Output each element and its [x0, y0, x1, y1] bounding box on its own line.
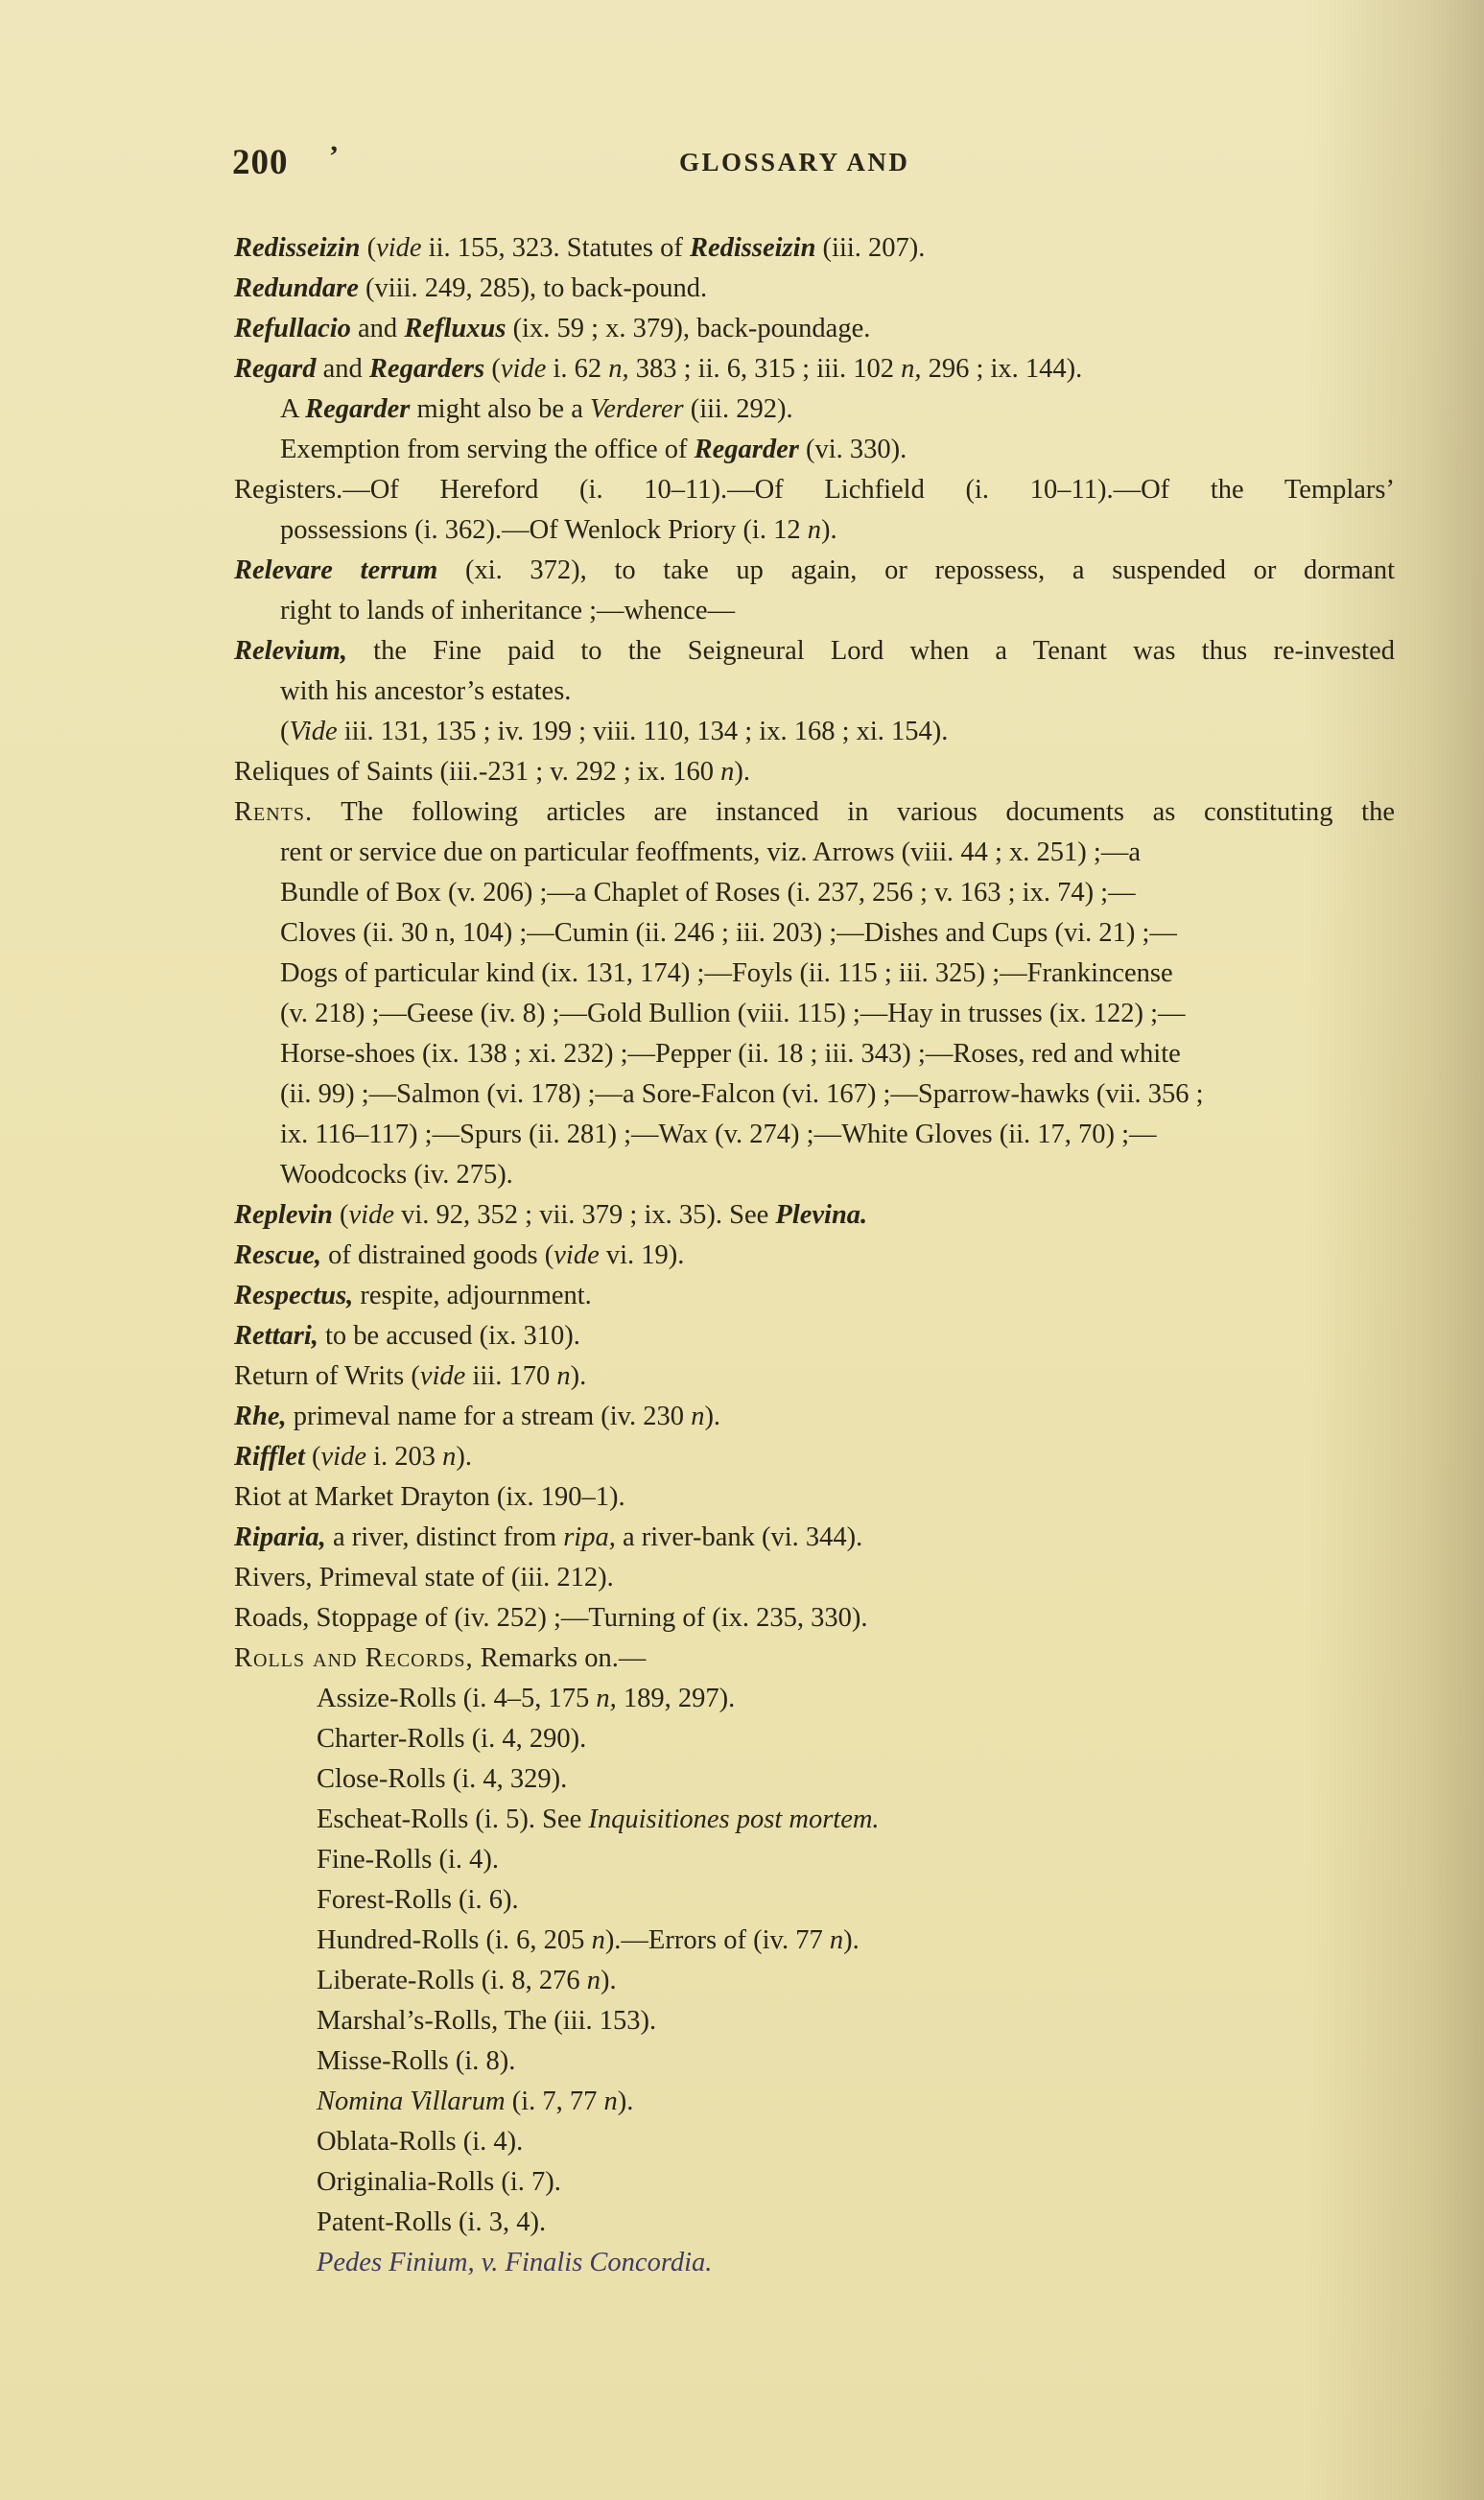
entry-registers-cont: possessions (i. 362).—Of Wenlock Priory (i. 12 n). [280, 515, 837, 545]
entry-redundare: Redundare (viii. 249, 285), to back-pound. [234, 273, 708, 303]
entry-rents-line-8: (ii. 99) ;—Salmon (vi. 178) ;—a Sore-Falcon (vi. 167) ;—Sparrow-hawks (vii. 356 ; [280, 1079, 1204, 1109]
entry-registers: Registers.—Of Hereford (i. 10–11).—Of Lichfield (i. 10–11).—Of the Templars’ [234, 475, 1395, 505]
subentry-marshals-rolls: Marshal’s-Rolls, The (iii. 153). [317, 2006, 657, 2036]
entry-relevium: Relevium, the Fine paid to the Seigneural Lord when a Tenant was thus re-invested [234, 636, 1395, 666]
entry-rents-line-6: (v. 218) ;—Geese (iv. 8) ;—Gold Bullion (viii. 115) ;—Hay in trusses (ix. 122) ;— [280, 999, 1186, 1028]
entry-reliques: Reliques of Saints (iii.-231 ; v. 292 ; ix. 160 n). [234, 757, 751, 787]
entry-rifflet: Rifflet (vide i. 203 n). [234, 1442, 473, 1472]
subentry-patent-rolls: Patent-Rolls (i. 3, 4). [317, 2207, 547, 2237]
entry-rescue: Rescue, of distrained goods (vide vi. 19). [234, 1240, 685, 1270]
subentry-oblata-rolls: Oblata-Rolls (i. 4). [317, 2127, 524, 2157]
entry-rents-line-4: Cloves (ii. 30 n, 104) ;—Cumin (ii. 246 ; iii. 203) ;—Dishes and Cups (vi. 21) ;— [280, 918, 1177, 948]
entry-regard: Regard and Regarders (vide i. 62 n, 383 ; ii. 6, 315 ; iii. 102 n, 296 ; ix. 144). [234, 354, 1083, 384]
entry-regarder-exemption: Exemption from serving the office of Regarder (vi. 330). [280, 435, 907, 464]
entry-rents-line-10: Woodcocks (iv. 275). [280, 1160, 513, 1190]
entry-relevium-refs: (Vide iii. 131, 135 ; iv. 199 ; viii. 110, 134 ; ix. 168 ; xi. 154). [280, 717, 949, 746]
subentry-nomina-villarum: Nomina Villarum (i. 7, 77 n). [317, 2087, 634, 2116]
subentry-pedes-finium: Pedes Finium, v. Finalis Concordia. [317, 2248, 713, 2277]
entry-riparia: Riparia, a river, distinct from ripa, a river-bank (vi. 344). [234, 1522, 863, 1552]
entry-replevin: Replevin (vide vi. 92, 352 ; vii. 379 ; ix. 35). See Plevina. [234, 1200, 868, 1230]
subentry-escheat-rolls: Escheat-Rolls (i. 5). See Inquisitiones post mortem. [317, 1804, 880, 1834]
entry-rents-line-2: rent or service due on particular feoffments, viz. Arrows (viii. 44 ; x. 251) ;—a [280, 837, 1141, 867]
entry-rents-line-7: Horse-shoes (ix. 138 ; xi. 232) ;—Pepper (ii. 18 ; iii. 343) ;—Roses, red and white [280, 1039, 1181, 1069]
entry-refullacio: Refullacio and Refluxus (ix. 59 ; x. 379), back-poundage. [234, 314, 871, 343]
page-number: 200 [232, 143, 289, 182]
subentry-hundred-rolls: Hundred-Rolls (i. 6, 205 n).—Errors of (iv. 77 n). [317, 1925, 860, 1955]
subentry-originalia-rolls: Originalia-Rolls (i. 7). [317, 2167, 561, 2197]
entry-return-of-writs: Return of Writs (vide iii. 170 n). [234, 1361, 587, 1391]
entry-rolls-and-records: Rolls and Records, Remarks on.— [234, 1643, 647, 1673]
page-header [0, 142, 1484, 180]
entry-respectus: Respectus, respite, adjournment. [234, 1281, 592, 1310]
running-head: GLOSSARY AND [679, 148, 910, 177]
entry-relevium-cont: with his ancestor’s estates. [280, 676, 572, 706]
subentry-fine-rolls: Fine-Rolls (i. 4). [317, 1845, 499, 1875]
entry-rents-line-9: ix. 116–117) ;—Spurs (ii. 281) ;—Wax (v. 274) ;—White Gloves (ii. 17, 70) ;— [280, 1120, 1157, 1149]
entry-relevare: Relevare terrum (xi. 372), to take up again, or repossess, a suspended or dormant [234, 555, 1396, 585]
entry-redisseizin: Redisseizin (vide ii. 155, 323. Statutes of Redisseizin (iii. 207). [234, 233, 926, 263]
subentry-liberate-rolls: Liberate-Rolls (i. 8, 276 n). [317, 1966, 617, 1995]
subentry-missae-rolls: Misse-Rolls (i. 8). [317, 2046, 516, 2076]
entry-roads: Roads, Stoppage of (iv. 252) ;—Turning of (ix. 235, 330). [234, 1603, 868, 1633]
subentry-assize-rolls: Assize-Rolls (i. 4–5, 175 n, 189, 297). [317, 1684, 736, 1713]
subentry-forest-rolls: Forest-Rolls (i. 6). [317, 1885, 519, 1915]
entry-rettari: Rettari, to be accused (ix. 310). [234, 1321, 580, 1351]
entry-riot: Riot at Market Drayton (ix. 190–1). [234, 1482, 625, 1512]
printer-mark: ’ [329, 140, 339, 172]
entry-rents-line-5: Dogs of particular kind (ix. 131, 174) ;—Foyls (ii. 115 ; iii. 325) ;—Frankincense [280, 958, 1173, 988]
entry-rents-line-3: Bundle of Box (v. 206) ;—a Chaplet of Roses (i. 237, 256 ; v. 163 ; ix. 74) ;— [280, 878, 1136, 908]
entry-regarder-verderer: A Regarder might also be a Verderer (iii. 292). [280, 394, 793, 424]
entry-rents: Rents. The following articles are instanced in various documents as constituting the [234, 797, 1395, 827]
entry-rivers: Rivers, Primeval state of (iii. 212). [234, 1563, 614, 1592]
entry-rhe: Rhe, primeval name for a stream (iv. 230 n). [234, 1402, 721, 1431]
entry-relevare-cont: right to lands of inheritance ;—whence— [280, 596, 736, 625]
subentry-close-rolls: Close-Rolls (i. 4, 329). [317, 1764, 568, 1794]
subentry-charter-rolls: Charter-Rolls (i. 4, 290). [317, 1724, 587, 1754]
